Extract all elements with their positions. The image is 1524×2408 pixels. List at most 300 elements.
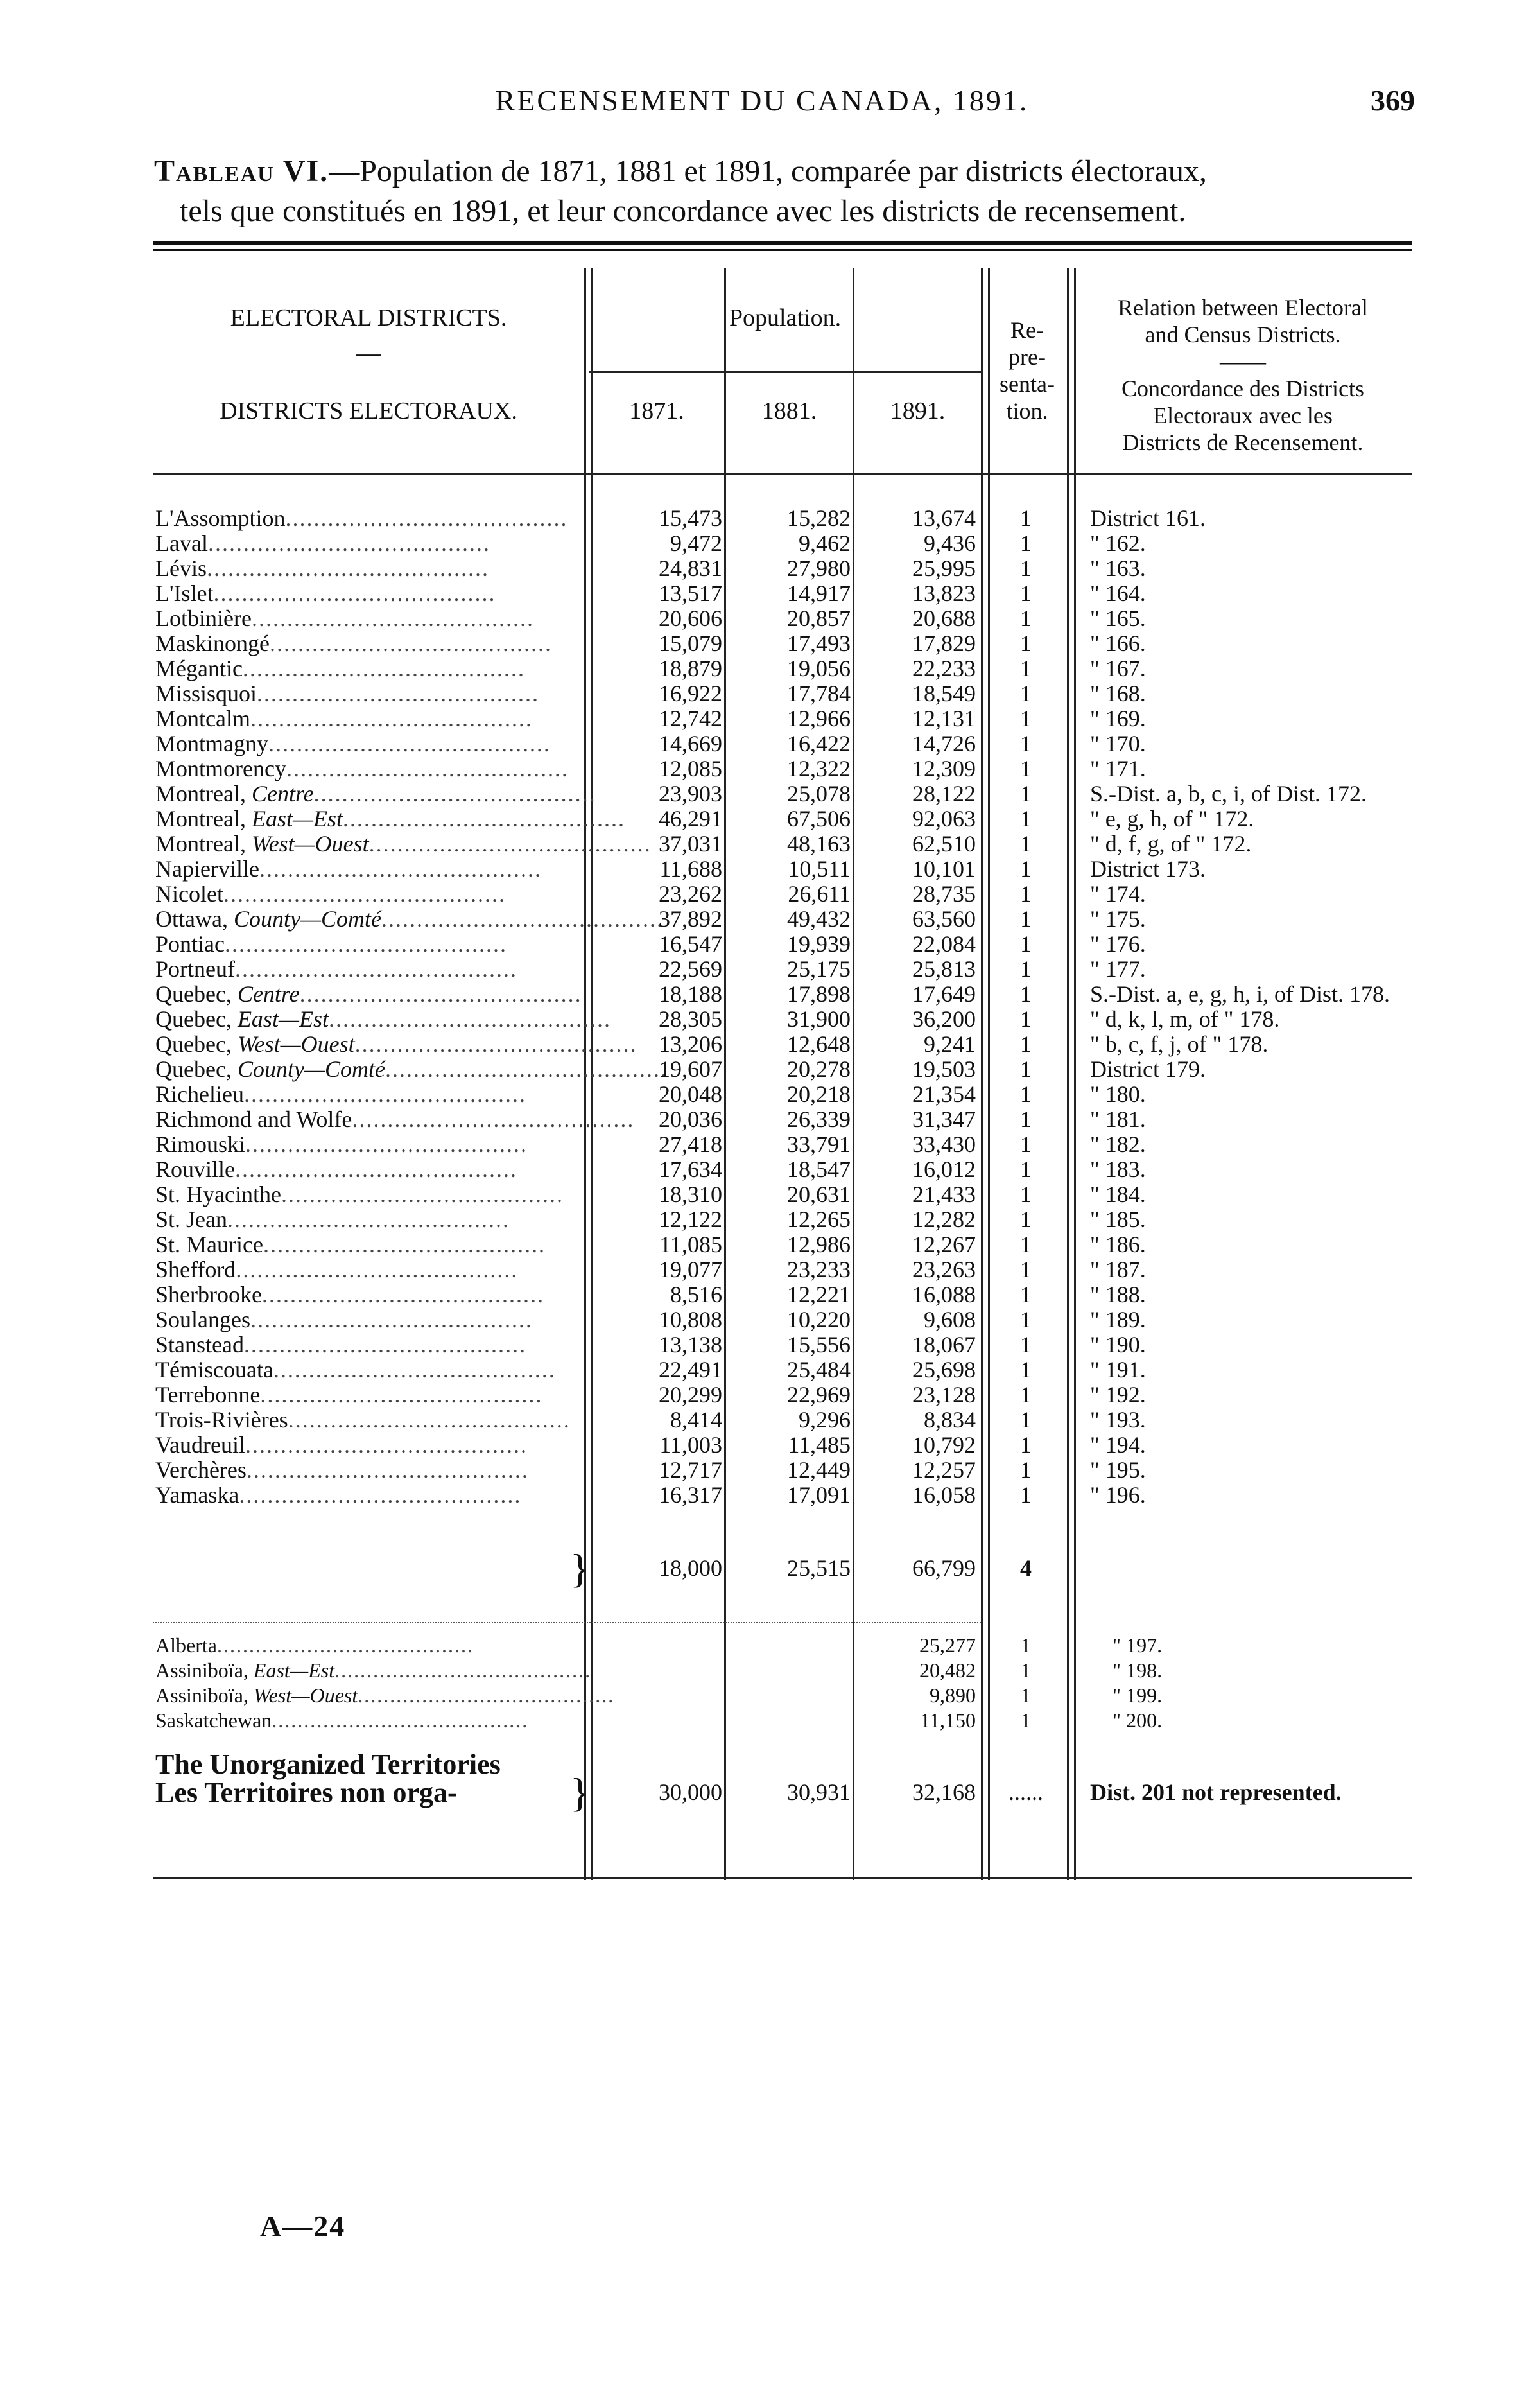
- territory-row: [153, 1683, 1412, 1708]
- table-row: [153, 1107, 1412, 1132]
- table-row: [153, 706, 1412, 731]
- representation: 1: [1020, 1156, 1032, 1182]
- population-1871: 13,138: [659, 1332, 722, 1357]
- district-name: [155, 882, 579, 907]
- population-1871: 12,717: [659, 1457, 722, 1483]
- population-1881: 23,233: [787, 1257, 851, 1282]
- table-caption: [154, 152, 1412, 231]
- district-name: [155, 1207, 579, 1232]
- district-name-text: Sherbrooke: [155, 1282, 262, 1307]
- district-name: [155, 1082, 579, 1107]
- district-name-qualifier: West—Ouest: [237, 1031, 355, 1057]
- district-name-text: Nicolet: [155, 881, 223, 907]
- population-1891: 33,430: [912, 1131, 976, 1157]
- census-relation: " 176.: [1090, 931, 1146, 957]
- population-1871: 37,892: [659, 906, 722, 932]
- representation: 1: [1020, 981, 1032, 1007]
- census-relation: " 188.: [1090, 1282, 1146, 1307]
- representation: 1: [1020, 530, 1032, 556]
- census-relation: " 199.: [1113, 1684, 1163, 1707]
- representation: 1: [1020, 706, 1032, 731]
- district-name-text: Rouville: [155, 1156, 235, 1182]
- leader-dots: ........................................: [286, 756, 569, 781]
- district-name: [155, 1182, 579, 1207]
- header-district-dash: —: [356, 340, 381, 367]
- population-1881: 12,265: [787, 1207, 851, 1232]
- district-name-text: Montcalm: [155, 706, 250, 731]
- population-1891: 25,698: [912, 1357, 976, 1383]
- leader-dots: ........................................: [234, 956, 517, 982]
- district-name: [155, 581, 579, 606]
- census-relation: District 161.: [1090, 505, 1206, 531]
- district-name-text: Quebec,: [155, 1006, 238, 1032]
- population-1891: 12,257: [912, 1457, 976, 1483]
- population-1881: 17,493: [787, 631, 851, 656]
- census-relation: " 182.: [1090, 1131, 1146, 1157]
- leader-dots: ........................................: [381, 906, 664, 932]
- census-relation: " 183.: [1090, 1156, 1146, 1182]
- population-1881: 19,939: [787, 931, 851, 957]
- district-name-text: Shefford: [155, 1257, 236, 1282]
- leader-dots: ........................................: [328, 1006, 611, 1032]
- population-1871: 18,879: [659, 656, 722, 681]
- population-1871: 22,569: [659, 956, 722, 982]
- territory-row: [153, 1633, 1412, 1658]
- header-rel-en-1: Relation between Electoral: [1118, 295, 1368, 320]
- census-relation: " d, k, l, m, of " 178.: [1090, 1006, 1280, 1032]
- population-1891: 21,433: [912, 1182, 976, 1207]
- leader-dots: ........................................: [236, 1257, 519, 1282]
- population-1881: 12,322: [787, 756, 851, 781]
- population-1871: 8,414: [670, 1407, 722, 1433]
- district-name: [155, 1056, 668, 1082]
- population-1871: 16,317: [659, 1482, 722, 1508]
- district-name-text: Richelieu: [155, 1081, 244, 1107]
- signature-mark: A—24: [260, 2210, 346, 2242]
- leader-dots: ........................................: [261, 1282, 544, 1307]
- population-1881: 10,220: [787, 1307, 851, 1332]
- population-1881: 20,218: [787, 1081, 851, 1107]
- census-relation: " 184.: [1090, 1182, 1146, 1207]
- population-1881: 20,278: [787, 1056, 851, 1082]
- district-name-text: Trois-Rivières: [155, 1407, 288, 1433]
- leader-dots: ........................................: [216, 1634, 474, 1657]
- population-1881: 25,175: [787, 956, 851, 982]
- page-number: 369: [1371, 84, 1415, 117]
- population-1891: 20,482: [919, 1659, 976, 1682]
- header-representation: [987, 317, 1067, 424]
- territory-name-text: Assiniboïa,: [155, 1684, 254, 1707]
- census-relation: " 168.: [1090, 681, 1146, 706]
- population-1891: 10,101: [912, 856, 976, 882]
- leader-dots: ........................................: [213, 580, 496, 606]
- district-name: [155, 1408, 579, 1433]
- representation: 1: [1020, 1482, 1032, 1508]
- population-1891: 16,088: [912, 1282, 976, 1307]
- population-1891: 18,067: [912, 1332, 976, 1357]
- table-row: [153, 531, 1412, 556]
- table-row: [153, 1433, 1412, 1458]
- population-1891: 14,726: [912, 731, 976, 756]
- leader-dots: ........................................: [385, 1056, 668, 1082]
- census-relation: " 163.: [1090, 555, 1146, 581]
- population-1891: 10,792: [912, 1432, 976, 1458]
- census-relation: " 165.: [1090, 606, 1146, 631]
- district-name: [155, 1433, 579, 1458]
- population-1871: 14,669: [659, 731, 722, 756]
- leader-dots: ........................................: [223, 881, 506, 907]
- census-relation: S.-Dist. a, e, g, h, i, of Dist. 178.: [1090, 981, 1390, 1007]
- leader-dots: ........................................: [269, 631, 552, 656]
- table-row: [153, 1483, 1412, 1508]
- population-1891: 28,122: [912, 781, 976, 807]
- population-1881: 12,966: [787, 706, 851, 731]
- district-name: [155, 756, 579, 781]
- district-name: [155, 1282, 579, 1307]
- district-name: [155, 631, 579, 656]
- representation: 1: [1020, 831, 1032, 857]
- representation: 1: [1020, 906, 1032, 932]
- district-name-text: Montreal,: [155, 806, 252, 832]
- district-name: [155, 556, 579, 581]
- census-relation: " 180.: [1090, 1081, 1146, 1107]
- district-name: [155, 857, 579, 882]
- unorganized-values-row: [153, 1770, 1412, 1815]
- representation: 1: [1020, 1307, 1032, 1332]
- territory-name-qualifier: West—Ouest: [253, 1684, 358, 1707]
- population-1891: 20,688: [912, 606, 976, 631]
- table-row: [153, 957, 1412, 982]
- header-1871: 1871.: [629, 397, 684, 424]
- district-name-text: Richmond and Wolfe: [155, 1106, 352, 1132]
- census-relation: " 200.: [1113, 1709, 1163, 1732]
- population-1871: 20,299: [659, 1382, 722, 1408]
- table-row: [153, 556, 1412, 581]
- population-1881: 17,898: [787, 981, 851, 1007]
- population-1881: 26,611: [788, 881, 851, 907]
- population-1871: 10,808: [659, 1307, 722, 1332]
- header-1891: 1891.: [890, 397, 946, 424]
- district-name: [155, 1132, 579, 1157]
- representation: 1: [1021, 1659, 1031, 1682]
- representation: 1: [1020, 505, 1032, 531]
- leader-dots: ........................................: [245, 1131, 528, 1157]
- district-name: [155, 1031, 637, 1057]
- census-relation: " 192.: [1090, 1382, 1146, 1408]
- population-1891: 9,241: [924, 1031, 976, 1057]
- census-relation: " 181.: [1090, 1106, 1146, 1132]
- header-rep-line-3: senta-: [1000, 371, 1055, 397]
- table-row: [153, 1357, 1412, 1383]
- representation: 1: [1020, 1382, 1032, 1408]
- population-1871: 15,473: [659, 505, 722, 531]
- population-1881: 48,163: [787, 831, 851, 857]
- population-1871: 24,831: [659, 555, 722, 581]
- header-relation: [1073, 294, 1412, 456]
- population-1891: 12,309: [912, 756, 976, 781]
- population-1891: 21,354: [912, 1081, 976, 1107]
- population-1871: 27,418: [659, 1131, 722, 1157]
- population-1871: 15,079: [659, 631, 722, 656]
- territory-name: [155, 1708, 579, 1733]
- header-rep-line-2: pre-: [1009, 344, 1046, 370]
- representation: 1: [1020, 1131, 1032, 1157]
- population-1891: 17,829: [912, 631, 976, 656]
- population-1891: 25,813: [912, 956, 976, 982]
- population-1881: 11,485: [788, 1432, 851, 1458]
- population-1871: 23,262: [659, 881, 722, 907]
- census-relation: S.-Dist. a, b, c, i, of Dist. 172.: [1090, 781, 1367, 807]
- population-1891: 23,263: [912, 1257, 976, 1282]
- census-relation: " 171.: [1090, 756, 1146, 781]
- leader-dots: ........................................: [250, 706, 533, 731]
- district-name-text: Quebec,: [155, 981, 238, 1007]
- population-1881: 15,556: [787, 1332, 851, 1357]
- top-rule-thin: [153, 249, 1412, 251]
- census-relation: " 174.: [1090, 881, 1146, 907]
- population-1871: 22,491: [659, 1357, 722, 1383]
- table-row: [153, 1032, 1412, 1057]
- district-name-text: Rimouski: [155, 1131, 246, 1157]
- territory-name: [155, 1683, 615, 1708]
- district-name-text: Terrebonne: [155, 1382, 261, 1408]
- table-row: [153, 756, 1412, 781]
- district-name-text: Portneuf: [155, 956, 235, 982]
- population-1881: 31,900: [787, 1006, 851, 1032]
- representation: 1: [1020, 1006, 1032, 1032]
- population-1881: 12,648: [787, 1031, 851, 1057]
- district-name: [155, 506, 579, 531]
- table-row: [153, 1408, 1412, 1433]
- population-1881: 26,339: [787, 1106, 851, 1132]
- table-row: [153, 907, 1412, 932]
- leader-dots: ........................................: [206, 555, 489, 581]
- population-1881: 12,986: [787, 1232, 851, 1257]
- population-1871: 28,305: [659, 1006, 722, 1032]
- census-relation: " 194.: [1090, 1432, 1146, 1458]
- district-name: [155, 606, 579, 631]
- table-row: [153, 1332, 1412, 1357]
- population-1891: 9,436: [924, 530, 976, 556]
- table-row: [153, 1007, 1412, 1032]
- header-rel-en-2: and Census Districts.: [1145, 322, 1341, 347]
- header-rep-line-1: Re-: [1010, 317, 1044, 343]
- representation: 1: [1020, 1031, 1032, 1057]
- territories-1871: 18,000: [659, 1555, 722, 1581]
- district-name-text: Missisquoi: [155, 681, 257, 706]
- representation: 1: [1020, 781, 1032, 807]
- district-name-text: Yamaska: [155, 1482, 239, 1508]
- district-name-text: Montreal,: [155, 831, 252, 857]
- census-relation: District 173.: [1090, 856, 1206, 882]
- population-1881: 16,422: [787, 731, 851, 756]
- territory-name-text: Saskatchewan: [155, 1709, 272, 1732]
- district-name: [155, 706, 579, 731]
- population-1891: 12,131: [912, 706, 976, 731]
- district-name-qualifier: East—Est: [251, 806, 343, 832]
- table-row: [153, 1082, 1412, 1107]
- population-1891: 28,735: [912, 881, 976, 907]
- district-name-text: Laval: [155, 530, 208, 556]
- population-1871: 23,903: [659, 781, 722, 807]
- district-name-qualifier: Centre: [237, 981, 300, 1007]
- population-1871: 9,472: [670, 530, 722, 556]
- population-1871: 11,085: [659, 1232, 722, 1257]
- table-row: [153, 681, 1412, 706]
- table-row: [153, 1307, 1412, 1332]
- representation: 1: [1020, 1432, 1032, 1458]
- representation: 1: [1020, 1056, 1032, 1082]
- representation: 1: [1020, 1081, 1032, 1107]
- population-1871: 12,122: [659, 1207, 722, 1232]
- territories-rep: 4: [1020, 1555, 1032, 1581]
- population-1871: 19,077: [659, 1257, 722, 1282]
- unorganized-1891: 32,168: [912, 1779, 976, 1805]
- caption-line-2: tels que constitués en 1891, et leur concordance avec les districts de recensement.: [180, 194, 1186, 228]
- district-name-text: Napierville: [155, 856, 259, 882]
- population-1881: 20,857: [787, 606, 851, 631]
- representation: 1: [1020, 656, 1032, 681]
- district-name-text: L'Islet: [155, 580, 214, 606]
- table-row: [153, 506, 1412, 531]
- table-row: [153, 1257, 1412, 1282]
- population-1871: 13,206: [659, 1031, 722, 1057]
- district-name: [155, 1006, 611, 1032]
- table-row: [153, 1458, 1412, 1483]
- district-name: [155, 681, 579, 706]
- representation: 1: [1021, 1684, 1031, 1707]
- district-name-text: Montmorency: [155, 756, 286, 781]
- unorganized-en-row: [153, 1749, 1412, 1780]
- district-name-qualifier: East—Est: [237, 1006, 329, 1032]
- population-1891: 13,674: [912, 505, 976, 531]
- representation: 1: [1020, 1207, 1032, 1232]
- header-rel-fr-1: Concordance des Districts: [1121, 376, 1364, 401]
- district-name-text: Stanstead: [155, 1332, 244, 1357]
- census-relation: " 197.: [1113, 1634, 1163, 1657]
- population-1881: 15,282: [787, 505, 851, 531]
- census-relation: " 186.: [1090, 1232, 1146, 1257]
- leader-dots: ........................................: [281, 1182, 564, 1207]
- unorganized-1871: 30,000: [659, 1779, 722, 1805]
- population-1881: 27,980: [787, 555, 851, 581]
- table-row: [153, 1207, 1412, 1232]
- district-name-text: Montreal,: [155, 781, 252, 807]
- district-name: [155, 1383, 579, 1408]
- population-1871: 12,742: [659, 706, 722, 731]
- table-row: [153, 581, 1412, 606]
- table-row: [153, 631, 1412, 656]
- representation: 1: [1020, 881, 1032, 907]
- population-1891: 36,200: [912, 1006, 976, 1032]
- leader-dots: ........................................: [224, 931, 507, 957]
- leader-dots: ........................................: [352, 1106, 635, 1132]
- population-1881: 67,506: [787, 806, 851, 832]
- population-1871: 16,922: [659, 681, 722, 706]
- district-name: [155, 1307, 579, 1332]
- leader-dots: ........................................: [368, 831, 652, 857]
- district-name-text: Lévis: [155, 555, 207, 581]
- population-1871: 11,003: [659, 1432, 722, 1458]
- leader-dots: ........................................: [299, 981, 582, 1007]
- population-1891: 9,890: [930, 1684, 976, 1707]
- district-name: [155, 957, 579, 982]
- district-name-text: Mégantic: [155, 656, 243, 681]
- district-name: [155, 531, 579, 556]
- representation: 1: [1020, 956, 1032, 982]
- leader-dots: ........................................: [251, 606, 534, 631]
- unorganized-fr-row-2: [153, 1808, 1412, 1837]
- top-rule-thick: [153, 241, 1412, 245]
- population-1891: 9,608: [924, 1307, 976, 1332]
- census-relation: " 187.: [1090, 1257, 1146, 1282]
- population-1891: 12,282: [912, 1207, 976, 1232]
- census-relation: " 198.: [1113, 1659, 1163, 1682]
- district-name-text: Maskinongé: [155, 631, 270, 656]
- representation: 1: [1020, 1232, 1032, 1257]
- population-1891: 92,063: [912, 806, 976, 832]
- district-name-text: Soulanges: [155, 1307, 250, 1332]
- population-1891: 62,510: [912, 831, 976, 857]
- representation: 1: [1020, 806, 1032, 832]
- population-1871: 18,310: [659, 1182, 722, 1207]
- leader-dots: ........................................: [207, 530, 490, 556]
- district-name: [155, 731, 579, 756]
- representation: 1: [1020, 555, 1032, 581]
- census-relation: " 196.: [1090, 1482, 1146, 1508]
- population-1891: 25,995: [912, 555, 976, 581]
- territories-1891: 66,799: [912, 1555, 976, 1581]
- population-1891: 12,267: [912, 1232, 976, 1257]
- census-relation: " 162.: [1090, 530, 1146, 556]
- population-1881: 49,432: [787, 906, 851, 932]
- representation: 1: [1020, 1106, 1032, 1132]
- territory-name-text: Assiniboïa,: [155, 1659, 254, 1682]
- district-name: [155, 831, 652, 857]
- population-1871: 20,036: [659, 1106, 722, 1132]
- district-name-text: Verchères: [155, 1457, 247, 1483]
- census-relation: " 175.: [1090, 906, 1146, 932]
- district-name-text: Quebec,: [155, 1031, 238, 1057]
- territories-rule: [153, 1622, 981, 1623]
- header-population-rule: [589, 371, 981, 373]
- leader-dots: ........................................: [263, 1232, 546, 1257]
- census-relation: " 191.: [1090, 1357, 1146, 1383]
- population-1881: 17,784: [787, 681, 851, 706]
- table-row: [153, 1132, 1412, 1157]
- header-rel-fr-2: Electoraux avec les: [1153, 403, 1333, 428]
- population-1891: 13,823: [912, 580, 976, 606]
- representation: 1: [1020, 1357, 1032, 1383]
- population-1881: 33,791: [787, 1131, 851, 1157]
- table-bottom-rule: [153, 1877, 1412, 1879]
- header-district-en: ELECTORAL DISTRICTS.: [230, 304, 507, 331]
- population-1881: 20,631: [787, 1182, 851, 1207]
- population-1891: 22,084: [912, 931, 976, 957]
- representation: 1: [1020, 1332, 1032, 1357]
- population-1871: 19,607: [659, 1056, 722, 1082]
- header-rel-dash: ——: [1220, 349, 1266, 374]
- population-1891: 63,560: [912, 906, 976, 932]
- representation: 1: [1020, 1282, 1032, 1307]
- leader-dots: ........................................: [242, 656, 525, 681]
- population-1881: 10,511: [788, 856, 851, 882]
- population-1871: 20,048: [659, 1081, 722, 1107]
- representation: 1: [1020, 631, 1032, 656]
- district-name: [155, 932, 579, 957]
- unorganized-relation: Dist. 201 not represented.: [1090, 1779, 1342, 1805]
- district-name-text: Ottawa,: [155, 906, 234, 932]
